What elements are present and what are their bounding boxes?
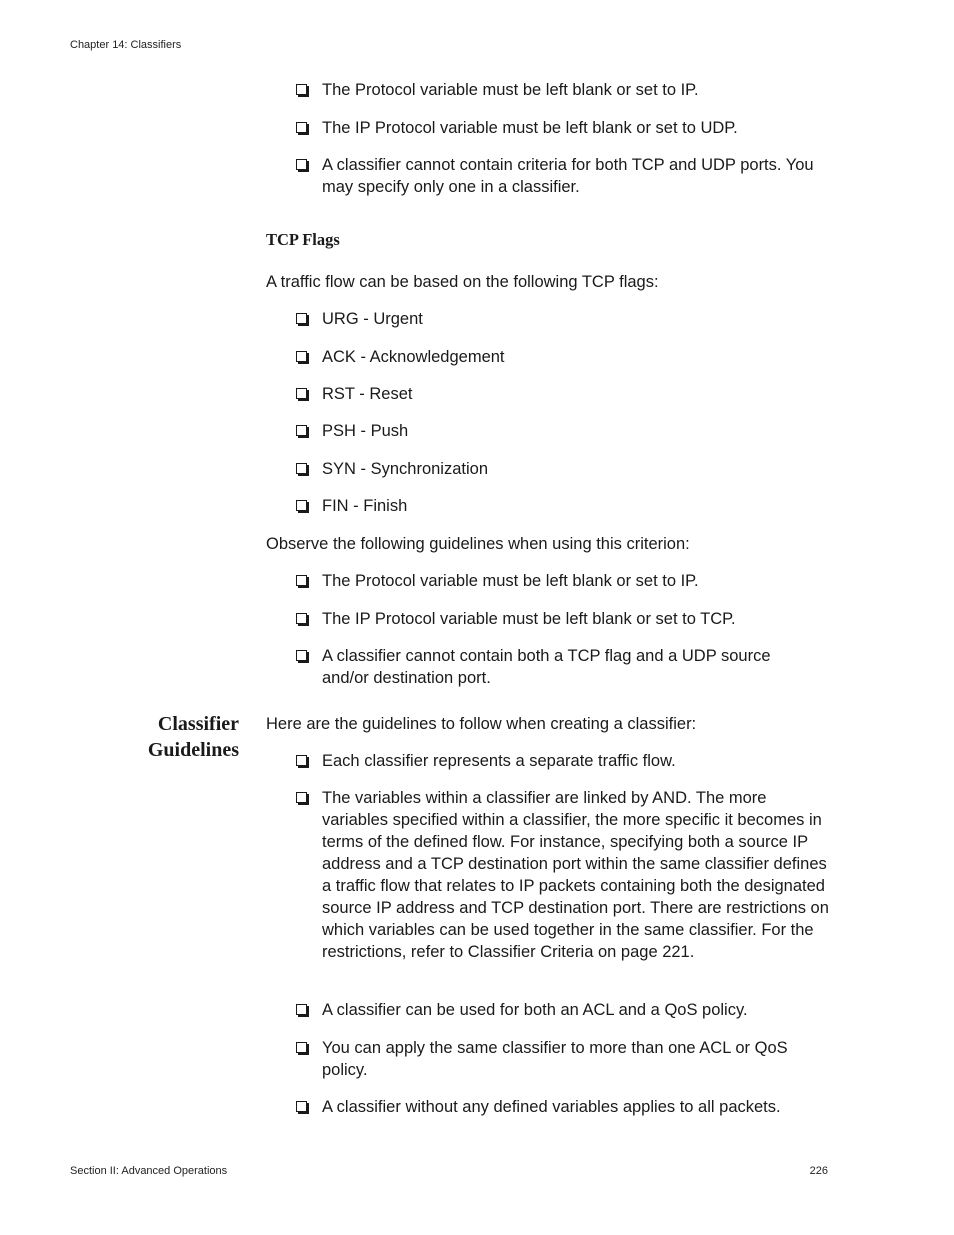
list-item-text: A classifier without any defined variables applies to all packets. xyxy=(322,1098,781,1116)
list-item xyxy=(296,645,801,689)
list-item xyxy=(296,1037,801,1081)
list-item xyxy=(296,570,831,592)
list-item xyxy=(296,608,831,630)
list-item xyxy=(296,383,831,405)
list-item xyxy=(296,495,831,517)
checkbox-bullet-icon xyxy=(296,458,322,480)
list-item xyxy=(296,458,831,480)
section-heading-line: Classifier xyxy=(157,713,239,735)
checkbox-bullet-icon xyxy=(296,346,322,368)
list-item xyxy=(296,787,831,963)
list-item-text: A classifier cannot contain criteria for both TCP and UDP ports. You may specify only one in a classifier. xyxy=(322,156,814,196)
list-item-text: PSH - Push xyxy=(322,422,409,440)
list-item xyxy=(296,999,831,1021)
list-item-text: A classifier can be used for both an ACL and a QoS policy. xyxy=(322,1001,748,1019)
checkbox-bullet-icon xyxy=(296,495,322,517)
list-item-text: The IP Protocol variable must be left blank or set to TCP. xyxy=(322,610,736,628)
checkbox-bullet-icon xyxy=(296,308,322,330)
list-item xyxy=(296,117,831,139)
list-item-text: A classifier cannot contain both a TCP flag and a UDP source and/or destination port. xyxy=(322,647,771,687)
running-head: Chapter 14: Classifiers xyxy=(70,39,182,51)
list-item-text: You can apply the same classifier to more than one ACL or QoS policy. xyxy=(322,1039,788,1079)
paragraph: A traffic flow can be based on the following TCP flags: xyxy=(266,273,659,291)
list-item-text: URG - Urgent xyxy=(322,310,423,328)
list-item-text: The Protocol variable must be left blank or set to IP. xyxy=(322,81,699,99)
list-item-text: The variables within a classifier are linked by AND. The more variables specified within a classifier, the more specific it becomes in terms of the defined flow. For instance, specifying both a source IP address and a TCP destination port within the same classifier defines a traffic flow that relates to IP packets containing both the designated source IP address and TCP destination port. There are restrictions on which variables can be used together in the same classifier. For the restrictions, refer to Classifier Criteria on page 221. xyxy=(322,789,829,961)
checkbox-bullet-icon xyxy=(296,608,322,630)
list-item-text: ACK - Acknowledgement xyxy=(322,348,505,366)
section-subheading: TCP Flags xyxy=(266,230,340,249)
list-item-text: The IP Protocol variable must be left blank or set to UDP. xyxy=(322,119,738,137)
paragraph: Observe the following guidelines when using this criterion: xyxy=(266,535,690,553)
section-heading xyxy=(100,711,239,763)
list-item xyxy=(296,79,831,101)
list-item xyxy=(296,346,831,368)
list-item-text: The Protocol variable must be left blank or set to IP. xyxy=(322,572,699,590)
list-item xyxy=(296,154,816,198)
list-item-text: FIN - Finish xyxy=(322,497,408,515)
checkbox-bullet-icon xyxy=(296,570,322,592)
list-item xyxy=(296,1096,831,1118)
checkbox-bullet-icon xyxy=(296,999,322,1021)
checkbox-bullet-icon xyxy=(296,383,322,405)
list-item xyxy=(296,308,831,330)
paragraph: Here are the guidelines to follow when creating a classifier: xyxy=(266,715,697,733)
list-item xyxy=(296,420,831,442)
checkbox-bullet-icon xyxy=(296,787,322,963)
list-item-text: SYN - Synchronization xyxy=(322,460,488,478)
page-number: 226 xyxy=(809,1165,828,1177)
checkbox-bullet-icon xyxy=(296,79,322,101)
checkbox-bullet-icon xyxy=(296,1096,322,1118)
checkbox-bullet-icon xyxy=(296,154,322,198)
list-item-text: Each classifier represents a separate traffic flow. xyxy=(322,752,676,770)
checkbox-bullet-icon xyxy=(296,420,322,442)
footer-section-label: Section II: Advanced Operations xyxy=(70,1165,228,1177)
section-heading-line: Guidelines xyxy=(147,739,239,761)
checkbox-bullet-icon xyxy=(296,1037,322,1081)
list-item xyxy=(296,750,831,772)
checkbox-bullet-icon xyxy=(296,117,322,139)
list-item-text: RST - Reset xyxy=(322,385,413,403)
checkbox-bullet-icon xyxy=(296,750,322,772)
checkbox-bullet-icon xyxy=(296,645,322,689)
